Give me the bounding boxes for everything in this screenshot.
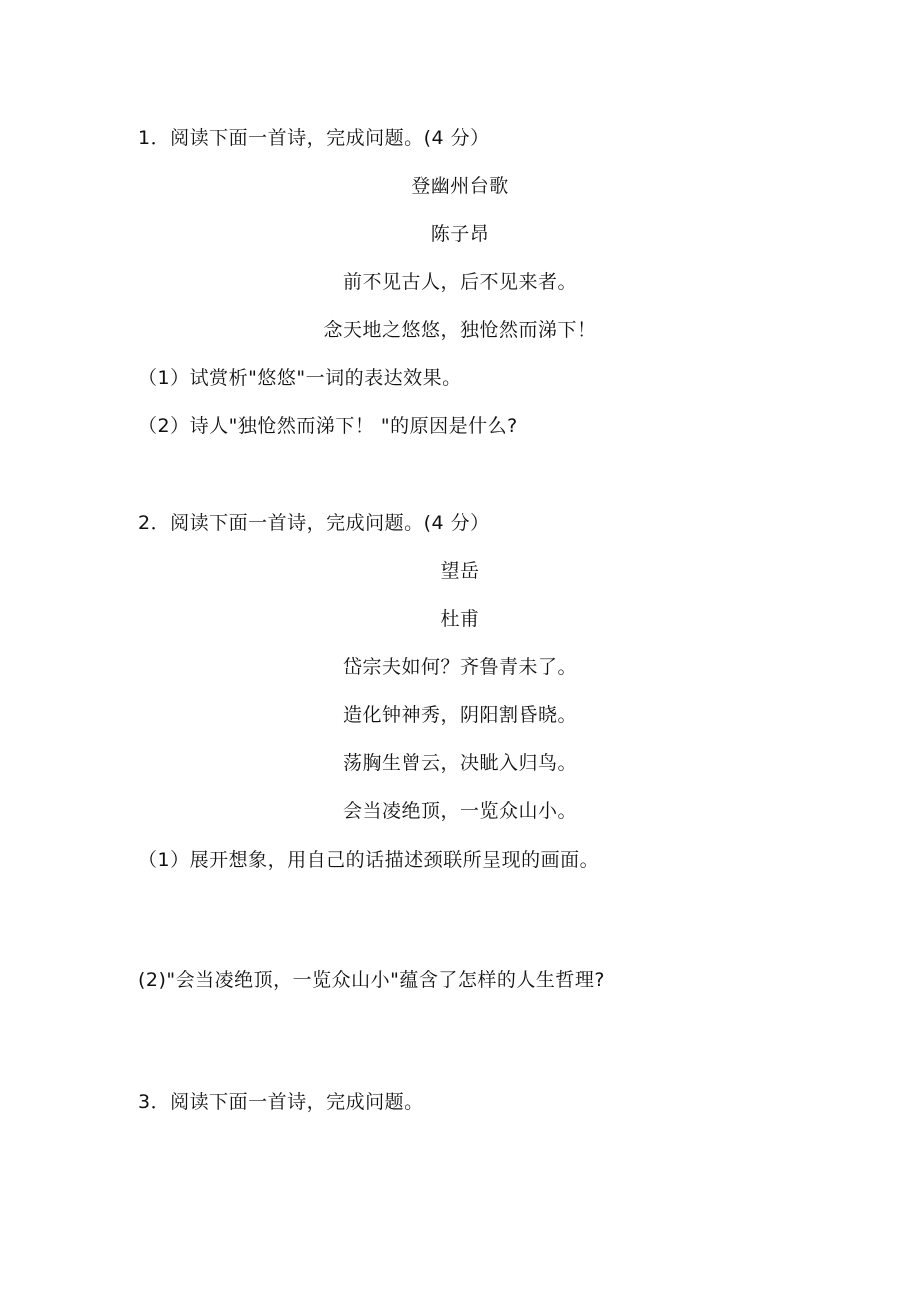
question-1-heading: 1．阅读下面一首诗，完成问题。(4 分） xyxy=(138,127,490,149)
question-3-heading: 3．阅读下面一首诗，完成问题。 xyxy=(138,1091,424,1113)
question-2-subquestion-1: （1）展开想象，用自己的话描述颈联所呈现的画面。 xyxy=(138,849,600,871)
question-1-poem-title: 登幽州台歌 xyxy=(411,175,509,197)
question-2-poem-title: 望岳 xyxy=(440,560,480,582)
question-1-poem-line-1: 前不见古人，后不见来者。 xyxy=(342,271,577,293)
question-2-poem-line-4: 会当凌绝顶，一览众山小。 xyxy=(342,800,577,822)
question-2-subquestion-2: (2)"会当凌绝顶，一览众山小"蕴含了怎样的人生哲理? xyxy=(138,969,605,991)
question-2-heading: 2．阅读下面一首诗，完成问题。(4 分） xyxy=(138,512,490,534)
question-2-poem-line-3: 荡胸生曾云，决眦入归鸟。 xyxy=(342,752,577,774)
question-1-poem-author: 陈子昂 xyxy=(430,223,490,245)
question-1-subquestion-2: （2）诗人"独怆然而涕下！ "的原因是什么? xyxy=(138,415,518,437)
question-1-poem-line-2: 念天地之悠悠，独怆然而涕下！ xyxy=(323,319,597,341)
question-2-poem-line-1: 岱宗夫如何？齐鲁青未了。 xyxy=(342,656,577,678)
question-2-poem-line-2: 造化钟神秀，阴阳割昏晓。 xyxy=(342,704,577,726)
question-2-poem-author: 杜甫 xyxy=(440,608,480,630)
question-1-subquestion-1: （1）试赏析"悠悠"一词的表达效果。 xyxy=(138,367,462,389)
